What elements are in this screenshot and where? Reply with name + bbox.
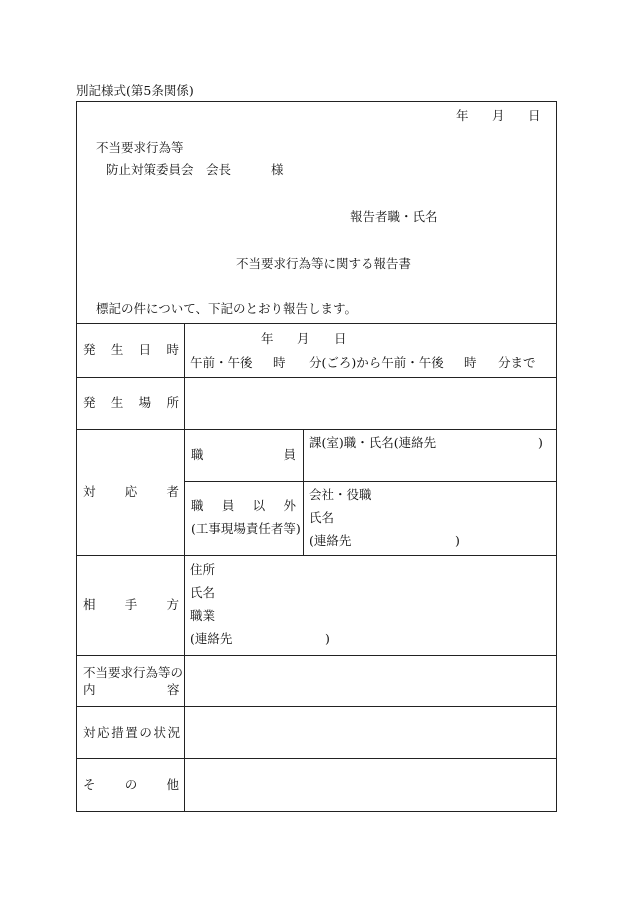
- staff-detail-close: ): [538, 435, 543, 450]
- addressee-honorific: 様: [271, 162, 284, 177]
- form-reference: 別記様式(第5条関係): [76, 83, 194, 98]
- nonstaff-sub-label: (工事現場責任者等): [191, 521, 301, 536]
- content-label-line2-a: 内: [83, 682, 96, 697]
- occurrence-hour-start: 時: [273, 355, 286, 370]
- responder-column-divider: [303, 429, 304, 555]
- counterpart-name: 氏名: [190, 585, 216, 600]
- counterpart-contact: (連絡先: [190, 631, 233, 646]
- row-divider: [76, 323, 557, 324]
- other-label: そ の 他: [83, 777, 179, 792]
- nonstaff-name: 氏名: [309, 510, 335, 525]
- nonstaff-company: 会社・役職: [309, 487, 372, 502]
- occurrence-datetime-label: 発 生 日 時: [83, 342, 179, 357]
- staff-label: 職 員: [191, 447, 296, 462]
- header-date-day: 日: [528, 108, 541, 123]
- frame-top-border: [76, 101, 557, 102]
- row-divider: [76, 555, 557, 556]
- occurrence-until-text: 分まで: [498, 355, 536, 370]
- addressee-line1: 不当要求行為等: [96, 140, 184, 155]
- staff-detail: 課(室)職・氏名(連絡先: [309, 435, 437, 450]
- nonstaff-contact: (連絡先: [309, 533, 352, 548]
- occurrence-hour-end: 時: [464, 355, 477, 370]
- counterpart-address: 住所: [190, 562, 216, 577]
- header-date-month: 月: [492, 108, 505, 123]
- header-date-year: 年: [456, 108, 469, 123]
- intro-text: 標記の件について、下記のとおり報告します。: [96, 301, 358, 316]
- row-divider: [76, 758, 557, 759]
- nonstaff-label: 職 員 以 外: [191, 498, 296, 513]
- report-title: 不当要求行為等に関する報告書: [236, 256, 412, 271]
- label-column-divider: [184, 323, 185, 811]
- occurrence-from-text: 分(ごろ)から午前・午後: [309, 355, 444, 370]
- counterpart-label: 相 手 方: [83, 597, 179, 612]
- counterpart-occupation: 職業: [190, 608, 216, 623]
- measures-label: 対応措置の状況: [83, 725, 182, 740]
- occurrence-place-label: 発 生 場 所: [83, 395, 179, 410]
- occurrence-month: 月: [297, 331, 310, 346]
- row-divider: [76, 377, 557, 378]
- frame-bottom-border: [76, 811, 557, 812]
- nonstaff-contact-close: ): [455, 533, 460, 548]
- row-divider: [184, 481, 557, 482]
- counterpart-contact-close: ): [325, 631, 330, 646]
- row-divider: [76, 655, 557, 656]
- content-label-line2-b: 容: [167, 682, 180, 697]
- occurrence-year: 年: [261, 331, 274, 346]
- reporter-name-label: 報告者職・氏名: [350, 209, 438, 224]
- row-divider: [76, 706, 557, 707]
- occurrence-ampm-start: 午前・午後: [190, 355, 253, 370]
- occurrence-day: 日: [334, 331, 347, 346]
- responder-label: 対 応 者: [83, 484, 179, 499]
- content-label-line1: 不当要求行為等の: [83, 665, 184, 680]
- row-divider: [76, 429, 557, 430]
- addressee-org: 防止対策委員会 会長: [106, 162, 232, 177]
